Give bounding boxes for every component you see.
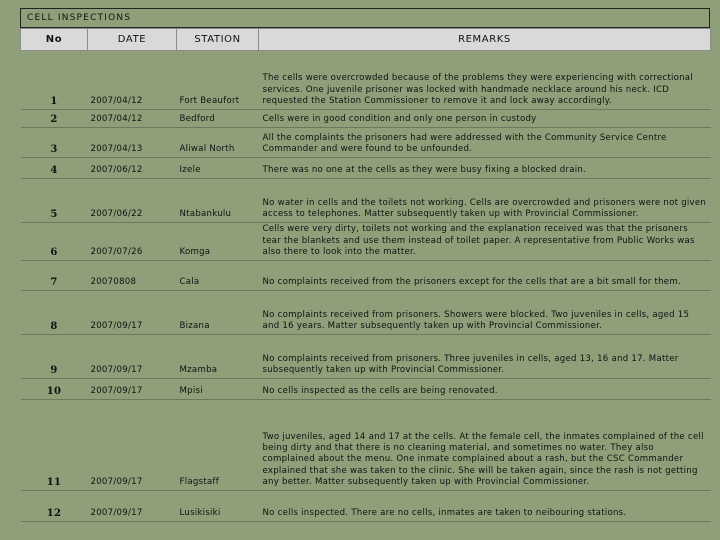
row-date: 20070808 xyxy=(88,261,177,291)
row-remarks: Cells were in good condition and only one person in custody xyxy=(259,110,711,128)
row-number: 11 xyxy=(21,400,88,491)
inspections-table xyxy=(20,28,711,522)
table-row xyxy=(21,335,711,379)
column-header-date: DATE xyxy=(88,29,177,51)
table-row xyxy=(21,110,711,128)
column-header-station: STATION xyxy=(177,29,259,51)
row-remarks: No cells inspected. There are no cells, inmates are taken to neibouring stations. xyxy=(259,491,711,522)
row-date: 2007/09/17 xyxy=(88,379,177,400)
row-station: Lusikisiki xyxy=(177,491,259,522)
table-row xyxy=(21,491,711,522)
table-row xyxy=(21,179,711,223)
table-row xyxy=(21,128,711,158)
row-date: 2007/04/13 xyxy=(88,128,177,158)
row-remarks: No complaints received from prisoners. Showers were blocked. Two juveniles in cells, aged 15 and 16 years. Matter subsequently taken up with Provincial Commissioner. xyxy=(259,291,711,335)
row-remarks: There was no one at the cells as they were busy fixing a blocked drain. xyxy=(259,158,711,179)
table-row xyxy=(21,261,711,291)
row-number: 10 xyxy=(21,379,88,400)
page-title: CELL INSPECTIONS xyxy=(27,13,132,23)
row-number: 8 xyxy=(21,291,88,335)
row-number: 5 xyxy=(21,179,88,223)
title-bar xyxy=(20,8,710,28)
row-remarks: No water in cells and the toilets not working. Cells are overcrowded and prisoners were not given access to telephones. Matter subsequently taken up with Provincial Commissioner. xyxy=(259,179,711,223)
row-station: Flagstaff xyxy=(177,400,259,491)
table-row xyxy=(21,158,711,179)
row-date: 2007/07/26 xyxy=(88,223,177,261)
row-station: Komga xyxy=(177,223,259,261)
row-date: 2007/06/12 xyxy=(88,158,177,179)
row-station: Ntabankulu xyxy=(177,179,259,223)
row-remarks: Two juveniles, aged 14 and 17 at the cells. At the female cell, the inmates complained of the cell being dirty and that there is no cleaning material, and sometimes no water. They also complained about the menu. One inmate complained about a rash, but the CSC Commander explained that she was taken to the clinic. She will be taken again, since the rash is not getting any better. Matter subsequently taken up with Provincial Commissioner. xyxy=(259,400,711,491)
row-number: 9 xyxy=(21,335,88,379)
row-number: 6 xyxy=(21,223,88,261)
row-number: 4 xyxy=(21,158,88,179)
row-station: Bedford xyxy=(177,110,259,128)
row-date: 2007/06/22 xyxy=(88,179,177,223)
row-remarks: No complaints received from the prisoners except for the cells that are a bit small for them. xyxy=(259,261,711,291)
row-station: Bizana xyxy=(177,291,259,335)
row-date: 2007/09/17 xyxy=(88,400,177,491)
row-remarks: No cells inspected as the cells are being renovated. xyxy=(259,379,711,400)
row-number: 2 xyxy=(21,110,88,128)
row-number: 12 xyxy=(21,491,88,522)
column-header-no: No xyxy=(21,29,88,51)
row-date: 2007/09/17 xyxy=(88,491,177,522)
row-date: 2007/04/12 xyxy=(88,110,177,128)
row-station: Mzamba xyxy=(177,335,259,379)
table-row xyxy=(21,400,711,491)
row-station: Izele xyxy=(177,158,259,179)
row-date: 2007/09/17 xyxy=(88,291,177,335)
row-date: 2007/04/12 xyxy=(88,51,177,110)
column-header-remarks: REMARKS xyxy=(259,29,711,51)
header-row xyxy=(21,29,711,51)
row-remarks: All the complaints the prisoners had were addressed with the Community Service Centre Commander and were found to be unfounded. xyxy=(259,128,711,158)
row-number: 1 xyxy=(21,51,88,110)
table-row xyxy=(21,379,711,400)
row-station: Aliwal North xyxy=(177,128,259,158)
row-number: 3 xyxy=(21,128,88,158)
table-row xyxy=(21,291,711,335)
row-station: Cala xyxy=(177,261,259,291)
table-row xyxy=(21,51,711,110)
row-station: Fort Beaufort xyxy=(177,51,259,110)
row-date: 2007/09/17 xyxy=(88,335,177,379)
row-remarks: No complaints received from prisoners. Three juveniles in cells, aged 13, 16 and 17. Matter subsequently taken up with Provincial Commissioner. xyxy=(259,335,711,379)
row-station: Mpisi xyxy=(177,379,259,400)
table-row xyxy=(21,223,711,261)
row-number: 7 xyxy=(21,261,88,291)
row-remarks: Cells were very dirty, toilets not working and the explanation received was that the prisoners tear the blankets and use them instead of toilet paper. A representative from Public Works was also there to look into the matter. xyxy=(259,223,711,261)
row-remarks: The cells were overcrowded because of the problems they were experiencing with correctional services. One juvenile prisoner was locked with handmade necklace around his neck. ICD requested the Station Commissioner to remove it and lock away accordingly. xyxy=(259,51,711,110)
